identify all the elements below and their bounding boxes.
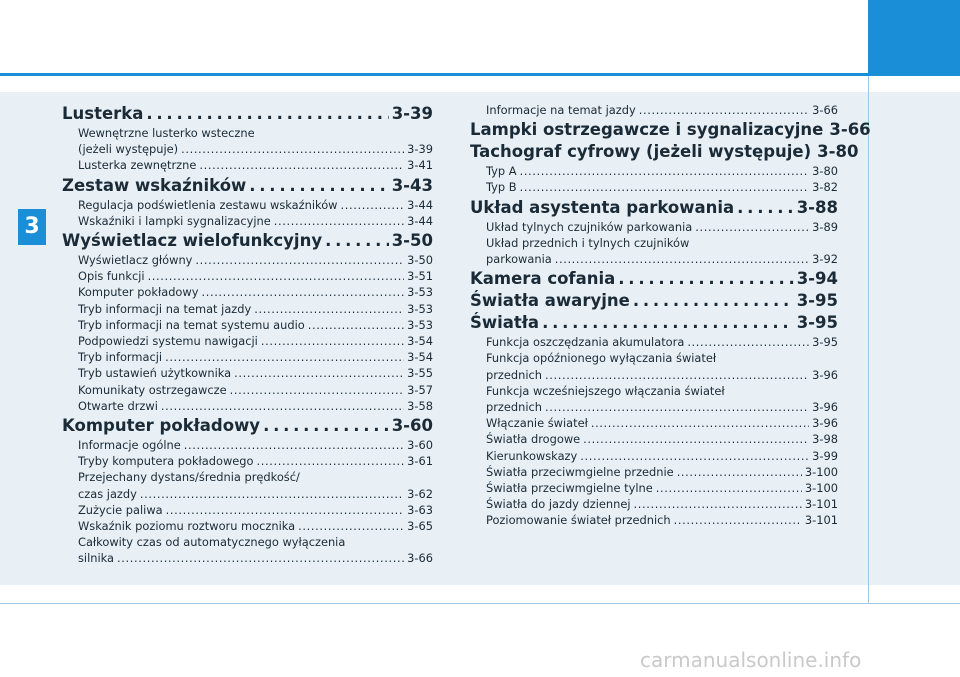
toc-entry-title: Typ A xyxy=(486,164,517,179)
toc-entry[interactable] xyxy=(62,382,433,398)
toc-entry-line xyxy=(470,350,838,366)
toc-page-number: 3-58 xyxy=(407,398,433,413)
dot-leader xyxy=(230,382,405,398)
toc-page-number: 3-96 xyxy=(812,367,838,382)
toc-page-number: 3-101 xyxy=(804,497,838,512)
toc-entry-title: Wyświetlacz główny xyxy=(78,253,193,268)
toc-entry-title: Komunikaty ostrzegawcze xyxy=(78,382,227,397)
toc-entry-title: Informacje na temat jazdy xyxy=(486,103,636,117)
toc-page-number: 3-66 xyxy=(829,120,871,140)
toc-entry-title: Kamera cofania xyxy=(470,269,616,289)
dot-leader xyxy=(639,102,809,118)
dot-leader xyxy=(165,349,404,365)
dot-leader xyxy=(591,415,809,431)
toc-entry-title: Wewnętrzne lusterko wsteczne xyxy=(78,126,255,140)
toc-entry[interactable] xyxy=(470,431,838,447)
toc-page-number: 3-50 xyxy=(391,231,433,251)
toc-entry[interactable] xyxy=(62,365,433,381)
toc-page-number: 3-44 xyxy=(407,213,433,228)
toc-entry-line xyxy=(62,469,433,485)
dot-leader xyxy=(633,290,794,311)
toc-entry-title: Układ asystenta parkowania xyxy=(470,197,735,217)
toc-entry[interactable] xyxy=(470,251,838,267)
toc-entry[interactable] xyxy=(470,102,838,118)
toc-entry[interactable] xyxy=(62,349,433,365)
toc-entry-title: Światła przeciwmgielne tylne xyxy=(486,481,653,496)
toc-entry-title: Całkowity czas od automatycznego wyłączenia xyxy=(78,535,346,550)
dot-leader xyxy=(298,518,404,534)
toc-page-number: 3-51 xyxy=(407,269,433,284)
toc-page-number: 3-100 xyxy=(804,464,838,479)
toc-entry-line xyxy=(470,235,838,251)
dot-leader xyxy=(542,312,794,333)
toc-entry-title: Światła xyxy=(470,313,540,333)
toc-entry[interactable] xyxy=(62,333,433,349)
dot-leader xyxy=(181,141,404,157)
toc-entry-title: Tryb informacji na temat systemu audio xyxy=(78,317,305,332)
toc-section-heading[interactable] xyxy=(62,175,433,196)
toc-page-number: 3-101 xyxy=(804,513,838,528)
toc-page-number: 3-44 xyxy=(407,197,433,212)
toc-entry[interactable] xyxy=(470,496,838,512)
dot-leader xyxy=(520,163,810,179)
toc-page-number: 3-63 xyxy=(407,502,433,517)
toc-entry-line xyxy=(62,534,433,550)
toc-page-number: 3-80 xyxy=(812,164,838,179)
toc-page-number: 3-57 xyxy=(407,382,433,397)
toc-entry[interactable] xyxy=(470,512,838,528)
toc-entry-title: Wyświetlacz wielofunkcyjny xyxy=(62,231,323,251)
dot-leader xyxy=(201,284,404,300)
toc-entry-title: Podpowiedzi systemu nawigacji xyxy=(78,334,258,349)
toc-entry[interactable] xyxy=(470,480,838,496)
toc-section-heading[interactable] xyxy=(470,141,859,162)
toc-entry-title: Tryb informacji xyxy=(78,350,163,365)
toc-entry-title: Opis funkcji xyxy=(78,269,145,284)
dot-leader xyxy=(555,251,809,267)
toc-entry-title: Funkcja oszczędzania akumulatora xyxy=(486,335,685,350)
dot-leader xyxy=(583,431,809,447)
dot-leader xyxy=(687,334,809,350)
toc-entry[interactable] xyxy=(62,213,433,229)
toc-page-number: 3-95 xyxy=(812,335,838,350)
toc-page-number: 3-53 xyxy=(407,285,433,300)
toc-entry[interactable] xyxy=(62,398,433,414)
dot-leader xyxy=(656,480,802,496)
toc-entry-title: Funkcja opóźnionego wyłączania świateł xyxy=(486,351,717,366)
toc-page-number: 3-82 xyxy=(812,180,838,195)
dot-leader xyxy=(308,317,404,333)
dot-leader xyxy=(263,415,389,436)
toc-entry[interactable] xyxy=(470,179,838,195)
toc-page-number: 3-95 xyxy=(796,291,838,311)
dot-leader xyxy=(199,157,404,173)
toc-right-column xyxy=(470,102,871,529)
toc-page-number: 3-39 xyxy=(407,142,433,157)
toc-page-number: 3-54 xyxy=(407,350,433,365)
footer-rule xyxy=(0,603,960,604)
toc-section-heading[interactable] xyxy=(62,103,433,124)
toc-entry-title: Tryb ustawień użytkownika xyxy=(78,366,232,381)
dot-leader xyxy=(580,448,809,464)
toc-entry[interactable] xyxy=(62,197,433,213)
toc-entry-title: silnika xyxy=(78,551,115,566)
toc-entry[interactable] xyxy=(470,415,838,431)
dot-leader xyxy=(545,399,809,415)
toc-entry-title: Typ B xyxy=(486,180,517,195)
watermark: carmanualsonline.info xyxy=(640,648,862,672)
dot-leader xyxy=(325,230,389,251)
chapter-tab-top xyxy=(868,0,960,76)
dot-leader xyxy=(166,502,405,518)
dot-leader xyxy=(161,398,404,414)
toc-entry-title: Zużycie paliwa xyxy=(78,502,163,517)
toc-entry-title: czas jazdy xyxy=(78,486,137,501)
toc-page-number: 3-98 xyxy=(812,432,838,447)
toc-entry[interactable] xyxy=(62,437,433,453)
toc-entry-title: Lampki ostrzegawcze i sygnalizacyjne xyxy=(470,120,824,140)
toc-entry[interactable] xyxy=(62,550,433,566)
toc-section-heading[interactable] xyxy=(62,230,433,251)
toc-entry-title: Lusterka xyxy=(62,104,144,123)
toc-page-number: 3-55 xyxy=(407,366,433,381)
toc-entry-title: Światła awaryjne xyxy=(470,291,630,311)
toc-entry-title: Układ przednich i tylnych czujników xyxy=(486,235,690,250)
toc-page-number: 3-92 xyxy=(812,252,838,267)
toc-page-number: 3-96 xyxy=(812,416,838,431)
toc-entry-title: Kierunkowskazy xyxy=(486,448,578,463)
dot-leader xyxy=(146,103,388,124)
toc-section-heading[interactable] xyxy=(470,119,871,140)
toc-page-number: 3-80 xyxy=(817,142,859,162)
toc-entry[interactable] xyxy=(62,453,433,469)
toc-page-number: 3-66 xyxy=(407,551,433,566)
toc-entry-line xyxy=(470,383,838,399)
dot-leader xyxy=(257,453,405,469)
toc-entry[interactable] xyxy=(470,464,838,480)
toc-entry[interactable] xyxy=(470,448,838,464)
dot-leader xyxy=(234,365,404,381)
toc-page-number: 3-94 xyxy=(796,269,838,289)
dot-leader xyxy=(249,175,388,196)
dot-leader xyxy=(148,268,405,284)
toc-entry-title: Tryb informacji na temat jazdy xyxy=(78,301,252,316)
toc-page-number: 3-50 xyxy=(407,253,433,268)
toc-entry[interactable] xyxy=(62,284,433,300)
toc-entry[interactable] xyxy=(62,157,433,173)
toc-entry-title: przednich xyxy=(486,367,542,382)
toc-entry-title: Poziomowanie świateł przednich xyxy=(486,513,671,528)
toc-entry[interactable] xyxy=(62,518,433,534)
margin-divider xyxy=(868,76,869,603)
header-rule xyxy=(0,73,868,76)
toc-page-number: 3-99 xyxy=(812,448,838,463)
toc-entry[interactable] xyxy=(470,367,838,383)
toc-entry[interactable] xyxy=(470,163,838,179)
toc-entry-title: Światła do jazdy dziennej xyxy=(486,497,631,512)
toc-entry[interactable] xyxy=(62,268,433,284)
toc-section-heading[interactable] xyxy=(470,268,838,289)
toc-entry-title: Światła drogowe xyxy=(486,432,581,447)
chapter-marker: 3 xyxy=(18,209,46,245)
dot-leader xyxy=(254,301,404,317)
dot-leader xyxy=(545,367,809,383)
toc-page-number: 3-41 xyxy=(407,158,433,173)
dot-leader xyxy=(674,512,802,528)
toc-page-number: 3-89 xyxy=(812,219,838,234)
toc-entry-title: Tryby komputera pokładowego xyxy=(78,454,254,469)
toc-entry-title: przednich xyxy=(486,400,542,415)
dot-leader xyxy=(341,197,405,213)
toc-entry-title: Informacje ogólne xyxy=(78,438,181,453)
toc-page-number: 3-39 xyxy=(391,104,433,123)
toc-entry[interactable] xyxy=(62,141,433,157)
toc-entry-title: Układ tylnych czujników parkowania xyxy=(486,219,693,234)
toc-entry[interactable] xyxy=(62,301,433,317)
toc-page-number: 3-66 xyxy=(812,103,838,117)
toc-entry-title: parkowania xyxy=(486,252,552,267)
dot-leader xyxy=(117,550,404,566)
toc-page-number: 3-96 xyxy=(812,400,838,415)
dot-leader xyxy=(140,486,404,502)
toc-entry-title: Otwarte drzwi xyxy=(78,398,158,413)
toc-left-column xyxy=(62,102,433,567)
toc-entry-line xyxy=(62,125,433,141)
toc-page-number: 3-53 xyxy=(407,301,433,316)
dot-leader xyxy=(634,496,802,512)
toc-section-heading[interactable] xyxy=(470,290,838,311)
toc-page-number: 3-62 xyxy=(407,486,433,501)
toc-entry-title: Zestaw wskaźników xyxy=(62,175,247,195)
dot-leader xyxy=(737,197,794,218)
toc-entry-title: Regulacja podświetlenia zestawu wskaźników xyxy=(78,197,338,212)
toc-page-number: 3-43 xyxy=(391,175,433,195)
toc-entry-title: Komputer pokładowy xyxy=(62,416,261,436)
toc-page-number: 3-54 xyxy=(407,334,433,349)
dot-leader xyxy=(677,464,802,480)
dot-leader xyxy=(618,268,793,289)
toc-page-number: 3-100 xyxy=(804,481,838,496)
toc-page-number: 3-88 xyxy=(796,197,838,217)
toc-page-number: 3-95 xyxy=(796,313,838,333)
toc-entry-title: Lusterka zewnętrzne xyxy=(78,158,197,173)
toc-page-number: 3-61 xyxy=(407,454,433,469)
toc-page-number: 3-60 xyxy=(407,438,433,453)
toc-entry-title: Włączanie świateł xyxy=(486,416,588,431)
toc-entry[interactable] xyxy=(62,252,433,268)
toc-entry-title: Tachograf cyfrowy (jeżeli występuje) xyxy=(470,142,812,162)
toc-entry[interactable] xyxy=(470,334,838,350)
dot-leader xyxy=(520,179,810,195)
toc-section-heading[interactable] xyxy=(470,197,838,218)
toc-entry-title: Przejechany dystans/średnia prędkość/ xyxy=(78,470,300,485)
toc-entry[interactable] xyxy=(470,399,838,415)
toc-entry-title: Komputer pokładowy xyxy=(78,285,199,300)
dot-leader xyxy=(695,219,809,235)
toc-entry[interactable] xyxy=(62,317,433,333)
toc-entry-title: Wskaźnik poziomu roztworu mocznika xyxy=(78,519,296,534)
toc-page-number: 3-65 xyxy=(407,519,433,534)
toc-section-heading[interactable] xyxy=(62,415,433,436)
toc-entry-title: Funkcja wcześniejszego włączania świateł xyxy=(486,383,725,398)
toc-entry[interactable] xyxy=(62,486,433,502)
toc-entry-title: Światła przeciwmgielne przednie xyxy=(486,464,674,479)
dot-leader xyxy=(184,437,404,453)
toc-entry[interactable] xyxy=(62,502,433,518)
toc-page-number: 3-60 xyxy=(391,416,433,436)
dot-leader xyxy=(261,333,404,349)
toc-entry[interactable] xyxy=(470,219,838,235)
toc-section-heading[interactable] xyxy=(470,312,838,333)
toc-entry-title: Wskaźniki i lampki sygnalizacyjne xyxy=(78,213,271,228)
dot-leader xyxy=(195,252,404,268)
toc-entry-title: (jeżeli występuje) xyxy=(78,142,179,157)
dot-leader xyxy=(274,213,404,229)
toc-page-number: 3-53 xyxy=(407,317,433,332)
